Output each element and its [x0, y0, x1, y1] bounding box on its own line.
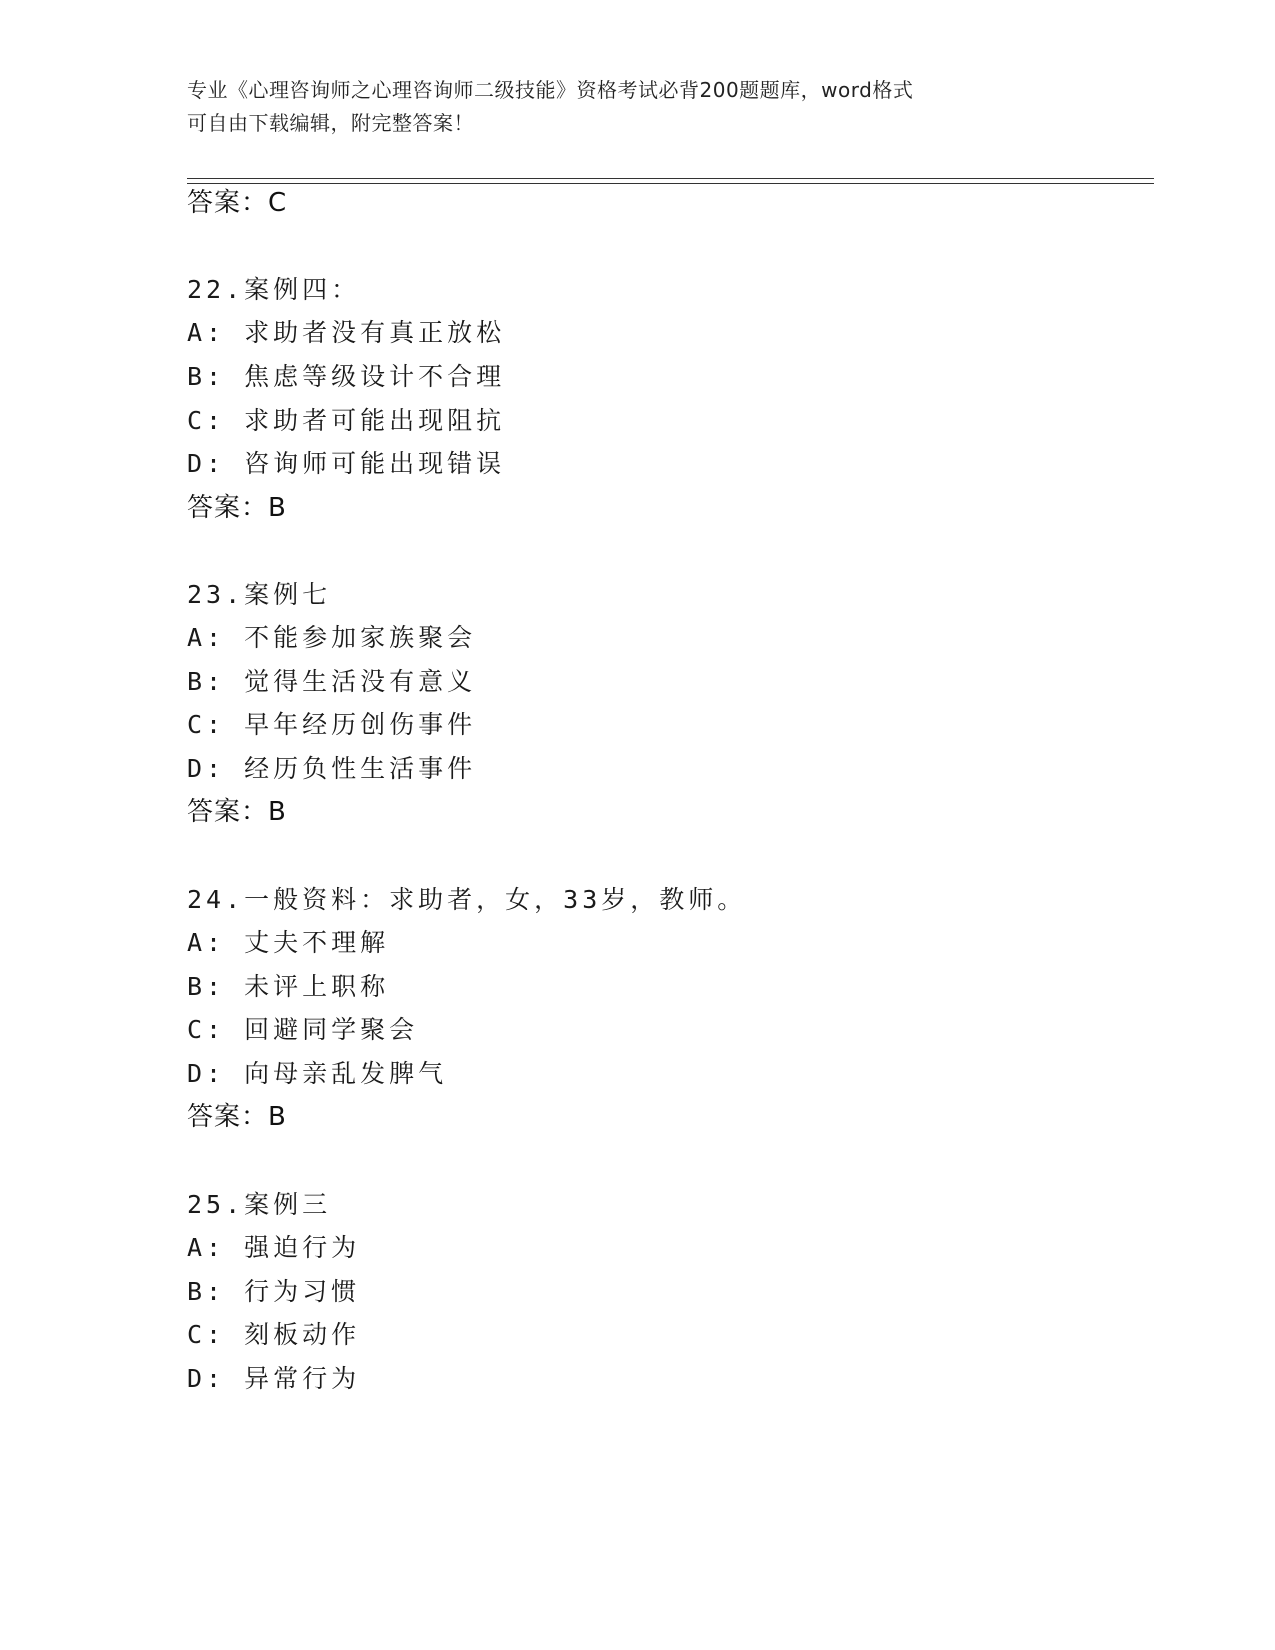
header-line-2: 可自由下载编辑，附完整答案！ — [187, 111, 474, 135]
option-23-b: B: 觉得生活没有意义 — [187, 667, 477, 696]
option-25-b: B: 行为习惯 — [187, 1277, 361, 1306]
header-divider-bottom — [187, 183, 1154, 184]
document-header — [187, 74, 1087, 140]
option-25-c: C: 刻板动作 — [187, 1320, 361, 1349]
answer-23: 答案：B — [187, 797, 287, 827]
option-24-d: D: 向母亲乱发脾气 — [187, 1059, 448, 1088]
option-25-d: D: 异常行为 — [187, 1364, 361, 1393]
option-22-d: D: 咨询师可能出现错误 — [187, 449, 506, 478]
option-25-a: A: 强迫行为 — [187, 1233, 361, 1262]
option-24-b: B: 未评上职称 — [187, 972, 390, 1001]
option-22-c: C: 求助者可能出现阻抗 — [187, 406, 506, 435]
option-24-a: A: 丈夫不理解 — [187, 928, 390, 957]
option-24-c: C: 回避同学聚会 — [187, 1015, 419, 1044]
option-22-b: B: 焦虑等级设计不合理 — [187, 362, 506, 391]
answer-22: 答案：B — [187, 493, 287, 523]
question-stem-23: 23.案例七 — [187, 580, 332, 609]
option-23-c: C: 早年经历创伤事件 — [187, 710, 477, 739]
option-23-d: D: 经历负性生活事件 — [187, 754, 477, 783]
question-stem-22: 22.案例四： — [187, 275, 361, 304]
answer-prev: 答案：C — [187, 188, 288, 218]
header-divider-top — [187, 178, 1154, 179]
header-line-1: 专业《心理咨询师之心理咨询师二级技能》资格考试必背200题题库，word格式 — [187, 78, 914, 102]
option-23-a: A: 不能参加家族聚会 — [187, 623, 477, 652]
option-22-a: A: 求助者没有真正放松 — [187, 318, 506, 347]
question-stem-25: 25.案例三 — [187, 1190, 332, 1219]
question-stem-24: 24.一般资料：求助者，女，33岁，教师。 — [187, 885, 747, 914]
answer-24: 答案：B — [187, 1102, 287, 1132]
